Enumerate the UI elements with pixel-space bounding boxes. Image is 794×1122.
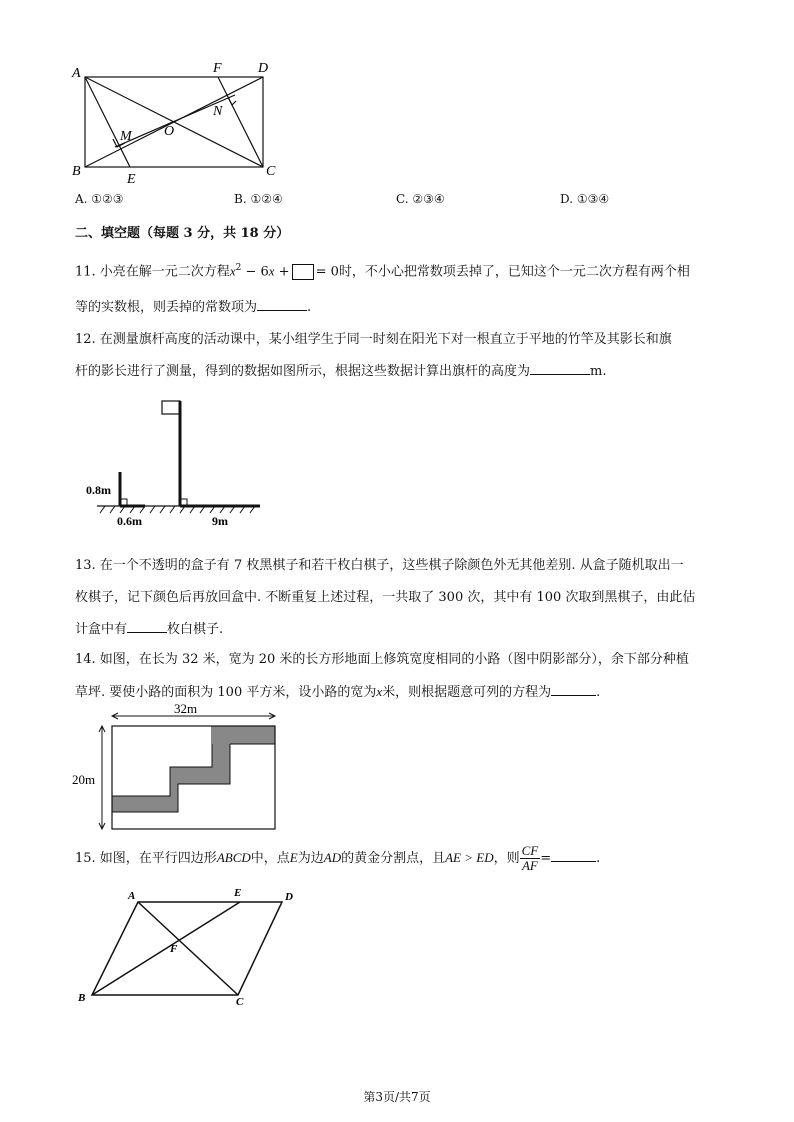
- pole-height-label: 0.8m: [86, 483, 111, 497]
- width-label: 20m: [72, 772, 96, 787]
- q15-num: CF: [521, 843, 539, 858]
- q15-mid4: ，则: [493, 851, 520, 866]
- q11-line2: [75, 296, 725, 318]
- label-a: A: [72, 66, 81, 81]
- q14-line2-pre: 草坪. 要使小路的面积为 100 平方米，设小路的宽为: [75, 685, 377, 700]
- q15-den: AF: [521, 858, 538, 873]
- q12-line1: 12. 在测量旗杆高度的活动课中，某小组学生于同一时刻在阳光下对一根直立于平地的竹竿及其影长和旗: [75, 332, 672, 347]
- p-label-d: D: [285, 891, 293, 903]
- q15-ad: AD: [323, 850, 342, 865]
- q12-line2-text: 杆的影长进行了测量，得到的数据如图所示，根据这些数据计算出旗杆的高度为: [75, 364, 531, 379]
- q11-line1: [75, 258, 725, 282]
- q11-post: 时，不小心把常数项丢掉了，已知这个一元二次方程有两个相: [338, 264, 690, 280]
- q11-pre: 11. 小亮在解一元二次方程: [75, 264, 230, 280]
- flag-shadow-label: 9m: [212, 514, 228, 528]
- q15-pre: 15. 如图，在平行四边形: [75, 851, 217, 866]
- q15-eq: =: [540, 851, 552, 866]
- length-label: 32m: [174, 702, 198, 716]
- q14-line2: [75, 681, 725, 703]
- q11-sup: 2: [235, 263, 242, 273]
- figure-rectangle-abcd: [60, 55, 300, 190]
- q12-line2: [75, 360, 725, 382]
- p-label-f: F: [170, 943, 178, 955]
- q15-mid1: 中，点: [250, 851, 290, 866]
- q12-answer-blank: [530, 360, 590, 375]
- q15-fraction: [520, 844, 541, 873]
- q11-eqend: = 0: [315, 264, 339, 280]
- figure-paths: [70, 702, 285, 837]
- option-d: D. ①③④: [560, 192, 610, 206]
- q13-answer-blank: [127, 618, 167, 633]
- q11-line2-end: .: [307, 300, 312, 315]
- q11-answer-blank: [257, 296, 307, 311]
- page-footer: 第3页/共7页: [363, 1090, 431, 1104]
- q13-line3: [75, 618, 725, 640]
- label-o: O: [164, 124, 175, 139]
- label-f: F: [213, 61, 222, 76]
- q14-line2-end: .: [596, 685, 601, 700]
- q11-mid: − 6: [241, 264, 269, 280]
- q14-line1: 14. 如图，在长为 32 米，宽为 20 米的长方形地面上修筑宽度相同的小路（图中阴影部分），余下部分种植: [75, 652, 689, 667]
- label-b: B: [72, 164, 81, 179]
- p-label-a: A: [128, 890, 136, 902]
- option-a: A. ①②③: [75, 192, 124, 206]
- pole-shadow-label: 0.6m: [117, 514, 142, 528]
- q14-line2-post: 米，则根据题意可列的方程为: [382, 685, 552, 700]
- figure-flagpole: [80, 395, 280, 530]
- figure-parallelogram: [70, 885, 310, 1010]
- q13-line3-text: 计盒中有: [75, 622, 128, 637]
- q15-end: .: [596, 851, 601, 866]
- q13-line1: 13. 在一个不透明的盒子有 7 枚黑棋子和若干枚白棋子，这些棋子除颜色外无其他差别. 从盒子随机取出一: [75, 558, 684, 573]
- section-title: 二、填空题（每题 3 分，共 18 分）: [75, 226, 290, 241]
- q14-answer-blank: [551, 681, 596, 696]
- q15-mid3: 的黄金分割点，且: [341, 851, 446, 866]
- q11-x2: x: [268, 263, 275, 279]
- q14-x: x: [376, 684, 383, 699]
- label-d: D: [258, 61, 269, 76]
- q15-e: E: [289, 850, 298, 865]
- option-b: B. ①②④: [234, 192, 283, 206]
- p-label-b: B: [78, 992, 86, 1004]
- label-e: E: [127, 172, 136, 187]
- option-c: C. ②③④: [396, 192, 445, 206]
- p-label-e: E: [234, 887, 242, 899]
- label-m: M: [120, 129, 132, 144]
- q13-line2: 枚棋子，记下颜色后再放回盒中. 不断重复上述过程，一共取了 300 次，其中有 100 次取到黑棋子，由此估: [75, 590, 696, 605]
- p-label-c: C: [236, 996, 244, 1008]
- q13-line3-end: 枚白棋子.: [167, 622, 224, 637]
- q11-x: x: [229, 263, 236, 279]
- q15-line: [75, 844, 725, 873]
- q11-line2-text: 等的实数根，则丢掉的常数项为: [75, 300, 258, 315]
- q15-abcd: ABCD: [216, 850, 251, 865]
- q12-line2-end: m.: [590, 364, 607, 379]
- label-c: C: [266, 164, 276, 179]
- q11-plus: +: [274, 264, 290, 280]
- q15-answer-blank: [551, 847, 596, 862]
- q11-blank-box: [292, 264, 314, 280]
- q15-cond: AE > ED: [445, 850, 494, 865]
- label-n: N: [213, 104, 223, 119]
- q15-mid2: 为边: [297, 851, 324, 866]
